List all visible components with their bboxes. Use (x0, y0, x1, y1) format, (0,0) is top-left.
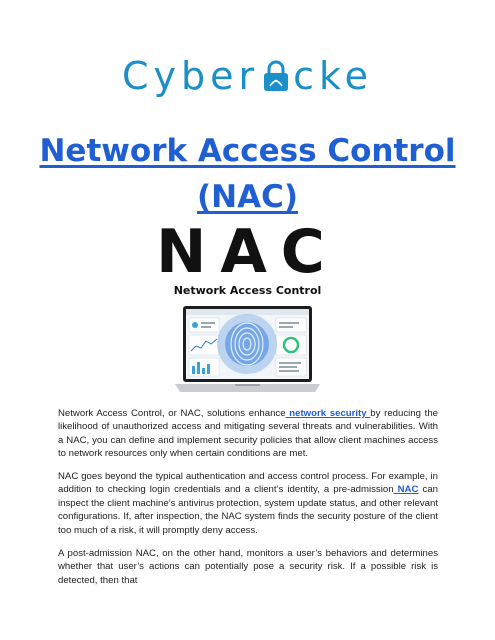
paragraph-intro (58, 407, 438, 461)
logo-text-start: Cyber (121, 54, 260, 98)
paragraph-intro-text-start: Network Access Control, or NAC, solutions enhance (58, 408, 286, 419)
paragraph-intro-text-end: by reducing the likelihood of unauthorized access and mitigating several threats and vulnerabilities. With a NAC, you can define and implement security policies that allow client machines access to network resources only when certain conditions are met. (58, 408, 438, 460)
paragraph-post-admission: A post-admission NAC, on the other hand, monitors a user’s behaviors and determines whether that user’s actions can potentially pose a security risk. If a possible risk is detected, then that (58, 548, 438, 586)
hero-big-text: NAC (156, 217, 339, 287)
page-title: Network Access Control (NAC) (39, 133, 456, 215)
nac-hero-image (145, 217, 350, 398)
network-security-link[interactable]: network security (285, 408, 371, 419)
hero-subtitle: Network Access Control (173, 284, 322, 297)
paragraph-pre-admission-text-start: NAC goes beyond the typical authentication and access control process. For example, in addition to checking login credentials and a client’s identity, a pre-admission (58, 471, 438, 496)
nac-link[interactable]: NAC (393, 484, 419, 496)
paragraph-pre-admission-text-end: can inspect the client machine’s antivirus protection, system update status, and other relevant configurations. If, after inspection, the NAC system finds the security posture of the client too much of a risk, it will promptly deny access. (58, 484, 438, 536)
padlock-fingerprint-icon (261, 56, 291, 90)
logo-text-end: cke (293, 54, 374, 98)
paragraph-pre-admission (58, 470, 438, 537)
cyberlocke-logo (0, 52, 495, 100)
laptop-fingerprint-dashboard-icon (175, 304, 320, 396)
